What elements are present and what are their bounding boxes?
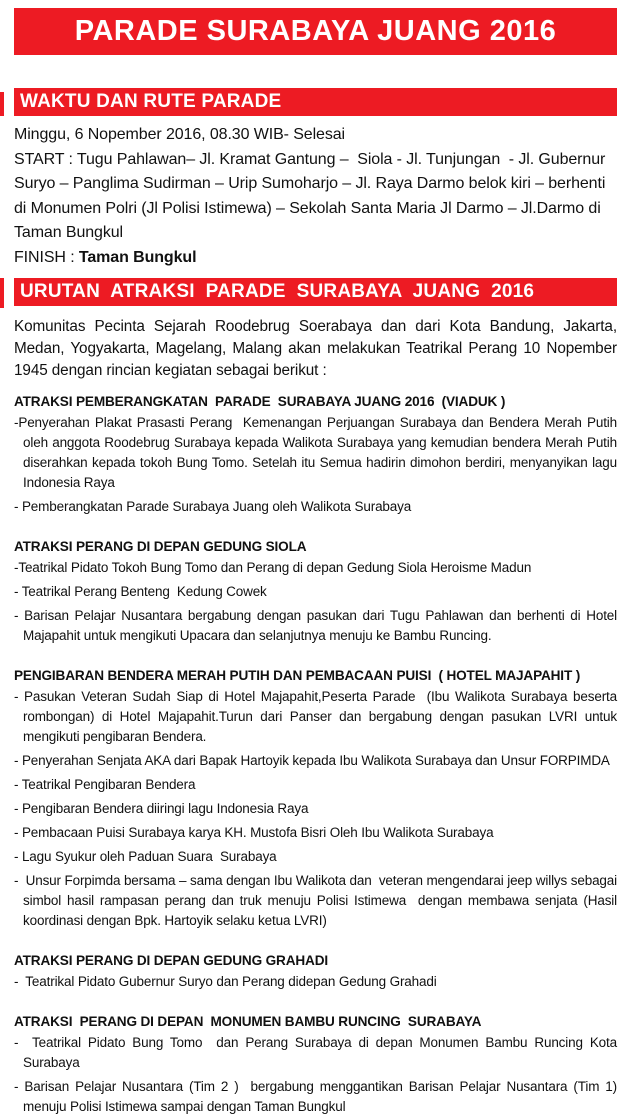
list-item: - Pemberangkatan Parade Surabaya Juang oleh Walikota Surabaya [14, 499, 412, 514]
list-item: - Pembacaan Puisi Surabaya karya KH. Mustofa Bisri Oleh Ibu Walikota Surabaya [14, 825, 494, 840]
waktu-header-label: WAKTU DAN RUTE PARADE [20, 91, 282, 112]
list-item: - Penyerahan Senjata AKA dari Bapak Hartoyik kepada Ibu Walikota Surabaya dan Unsur FORPIMDA [14, 753, 610, 768]
title-banner [14, 8, 617, 55]
list-item: -Penyerahan Plakat Prasasti Perang Kemenangan Perjuangan Surabaya dan Bendera Merah Putih oleh anggota Roodebrug Surabaya kepada Walikota Surabaya yang kemudian bendera Merah Putih diserahkan kepada tokoh Bung Tomo. Setelah itu Semua hadirin dimohon berdiri, menyanyikan lagu Indonesia Raya [14, 415, 621, 490]
list-item: - Unsur Forpimda bersama – sama dengan Ibu Walikota dan veteran mengendarai jeep willys sebagai simbol hasil rampasan perang dan truk menuju Polisi Istimewa dengan membawa senjata (Hasil koordinasi dengan Bpk. Hartoyik selaku ketua LVRI) [14, 873, 621, 928]
list-item: - Pasukan Veteran Sudah Siap di Hotel Majapahit,Peserta Parade (Ibu Walikota Surabaya beserta rombongan) di Hotel Majapahit.Turun dari Panser dan bergabung dengan pasukan LVRI untuk mengikuti pengibaran Bendera. [14, 689, 621, 744]
attraction-group [14, 394, 621, 517]
route-text: START : Tugu Pahlawan– Jl. Kramat Gantung – Siola - Jl. Tunjungan - Jl. Gubernur Suryo – Panglima Sudirman – Urip Sumoharjo – Jl. Raya Darmo belok kiri – berhenti di Monumen Polri (Jl Polisi Istimewa) – Sekolah Santa Maria Jl Darmo – Jl.Darmo di Taman Bungkul [14, 150, 610, 241]
urutan-header-label: URUTAN ATRAKSI PARADE SURABAYA JUANG 2016 [20, 281, 535, 302]
attraction-group [14, 953, 617, 992]
section-urutan [14, 278, 622, 1117]
list-item: - Teatrikal Perang Benteng Kedung Cowek [14, 584, 267, 599]
group-items [14, 687, 621, 931]
list-item: - Teatrikal Pidato Bung Tomo dan Perang Surabaya di depan Monumen Bambu Runcing Kota Surabaya [14, 1035, 621, 1070]
list-item: - Teatrikal Pidato Gubernur Suryo dan Perang didepan Gedung Grahadi [14, 974, 437, 989]
group-items [14, 558, 621, 646]
group-items [14, 972, 617, 992]
list-item: - Lagu Syukur oleh Paduan Suara Surabaya [14, 849, 277, 864]
list-item: - Pengibaran Bendera diiringi lagu Indonesia Raya [14, 801, 309, 816]
list-item: - Barisan Pelajar Nusantara (Tim 2 ) bergabung menggantikan Barisan Pelajar Nusantara (Tim 1) menuju Polisi Istimewa sampai dengan Taman Bungkul [14, 1079, 621, 1114]
attraction-group [14, 1014, 621, 1117]
list-item: - Barisan Pelajar Nusantara bergabung dengan pasukan dari Tugu Pahlawan dan berhenti di Hotel Majapahit untuk mengikuti Upacara dan selanjutnya menuju ke Bambu Runcing. [14, 608, 621, 643]
list-item: -Teatrikal Pidato Tokoh Bung Tomo dan Perang di depan Gedung Siola Heroisme Madun [14, 560, 532, 575]
finish-value: Taman Bungkul [78, 248, 197, 266]
group-heading: PENGIBARAN BENDERA MERAH PUTIH DAN PEMBACAAN PUISI ( HOTEL MAJAPAHIT ) [14, 668, 581, 683]
urutan-header-bar [14, 278, 617, 306]
group-items [14, 413, 621, 517]
finish-label: FINISH : [14, 248, 79, 266]
list-item: - Teatrikal Pengibaran Bendera [14, 777, 196, 792]
group-items [14, 1033, 621, 1117]
attraction-groups [14, 394, 621, 1117]
group-heading: ATRAKSI PERANG DI DEPAN GEDUNG SIOLA [14, 539, 307, 554]
page-title: PARADE SURABAYA JUANG 2016 [74, 15, 557, 47]
waktu-header-bar [14, 88, 617, 116]
group-heading: ATRAKSI PERANG DI DEPAN GEDUNG GRAHADI [14, 953, 329, 968]
group-heading: ATRAKSI PERANG DI DEPAN MONUMEN BAMBU RUNCING SURABAYA [14, 1014, 482, 1029]
attraction-group [14, 539, 621, 646]
intro-paragraph: Komunitas Pecinta Sejarah Roodebrug Soerabaya dan dari Kota Bandung, Jakarta, Medan, Yogyakarta, Magelang, Malang akan melakukan Teatrikal Perang 10 Nopember 1945 dengan rincian kegiatan sebagai berikut : [14, 318, 622, 379]
schedule-datetime: Minggu, 6 Nopember 2016, 08.30 WIB- Selesai [14, 126, 345, 143]
attraction-group [14, 668, 621, 931]
section-waktu [14, 88, 617, 270]
group-heading: ATRAKSI PEMBERANGKATAN PARADE SURABAYA JUANG 2016 (VIADUK ) [14, 394, 506, 409]
schedule-text [14, 123, 617, 270]
